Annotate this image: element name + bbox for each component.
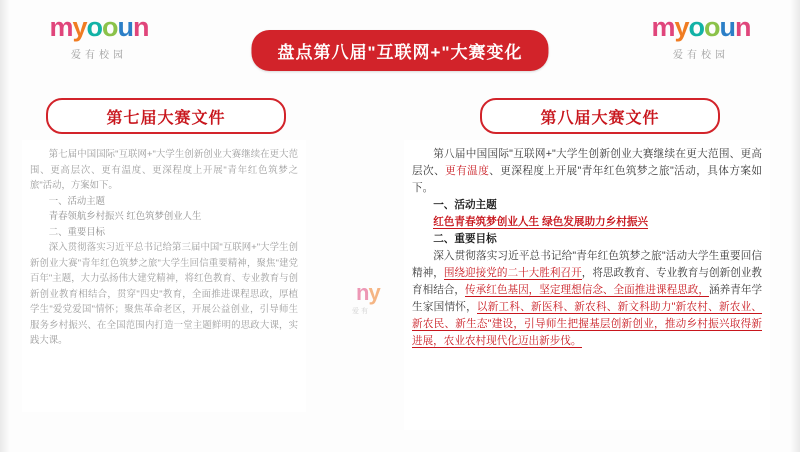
paragraph-body	[412, 146, 762, 197]
paragraph-theme	[30, 208, 298, 224]
brand-logo-right-wordmark: myooun	[651, 12, 751, 42]
text-run: 二、重要目标	[433, 233, 497, 245]
watermark-subtitle: 爱有	[352, 308, 370, 315]
paragraph-heading	[30, 193, 298, 209]
text-run: 、更深程度上开展"青年红色筑梦之旅"活动，具体方案如下。	[412, 165, 763, 194]
paragraph-body	[412, 248, 762, 350]
text-run: 围绕迎接党的二十大胜利召开	[443, 267, 582, 279]
document-seventh-edition	[22, 140, 306, 412]
text-run: 更有温度	[445, 165, 490, 177]
brand-logo-left-wordmark: myooun	[49, 12, 149, 42]
text-run: 深入贯彻落实习近平总书记给"青年红色筑梦之旅"活动大学生重要回信精神，	[412, 250, 762, 279]
text-run: 一、活动主题	[48, 194, 106, 206]
text-run: 第八届中国国际"互联网+"大学生创新创业大赛继续在更大范围、更高层次、	[412, 148, 762, 177]
brand-logo-right-subtitle: 爱有校园	[673, 50, 729, 61]
page-left-edge-shadow	[0, 0, 10, 452]
text-run: 青春领航乡村振兴 红色筑梦创业人生	[48, 210, 202, 221]
paragraph-body	[30, 239, 298, 348]
paragraph-heading	[412, 231, 762, 248]
text-run: ，将思政教育、专业教育与创新创业教育相结合，	[412, 267, 763, 296]
document-eighth-edition	[404, 140, 770, 430]
text-run: 涵养青年学生家国情怀，	[412, 284, 763, 313]
text-run: 红色青春筑梦创业人生 绿色发展助力乡村振兴	[433, 216, 649, 228]
page-right-edge-shadow	[790, 0, 800, 452]
paragraph-theme	[412, 214, 762, 231]
brand-logo-left-subtitle: 爱有校园	[71, 50, 127, 61]
text-run: 一、活动主题	[433, 199, 497, 211]
page-title: 盘点第八届"互联网+"大赛变化	[251, 30, 548, 71]
paragraph-heading	[412, 197, 762, 214]
paragraph-heading	[30, 224, 298, 240]
column-heading-seventh: 第七届大赛文件	[46, 98, 286, 134]
text-run: 传承红色基因，坚定理想信念、	[465, 284, 614, 296]
column-heading-eighth: 第八届大赛文件	[480, 98, 720, 134]
text-run: 深入贯彻落实习近平总书记给第三届中国"互联网+"大学生创新创业大赛"青年红色筑梦之旅"大学生回信重要精神，聚焦"建党百年"主题，大力弘扬伟大建党精神，将红色教育、专业教育与创新创业教育相结合，贯穿"四史"教育，全面推进课程思政，厚植学生"爱党爱国"情怀；聚焦革命老区，开展公益创业，引导师生服务乡村振兴、在全国范围内打造一堂主题鲜明的思政大课，实践大课。	[30, 241, 298, 345]
brand-logo-left	[24, 14, 174, 61]
text-run: 以新工科、新医科、新农科、新文科助力"新农村、新农业、新农民、新生态"建设，引导师生把握基层创新创业，推动乡村振兴取得新进展，农业农村现代化迈出新步伐。	[412, 301, 762, 347]
text-run: 全面推进课程思政，	[613, 284, 710, 296]
paragraph-body	[30, 146, 298, 193]
brand-logo-right	[626, 14, 776, 61]
text-run: 第七届中国国际"互联网+"大学生创新创业大赛继续在更大范围、更高层次、更有温度、更深程度上开展"青年红色筑梦之旅"活动，方案如下。	[30, 148, 298, 190]
text-run: 二、重要目标	[48, 225, 106, 237]
watermark-logo: ny	[356, 280, 380, 305]
